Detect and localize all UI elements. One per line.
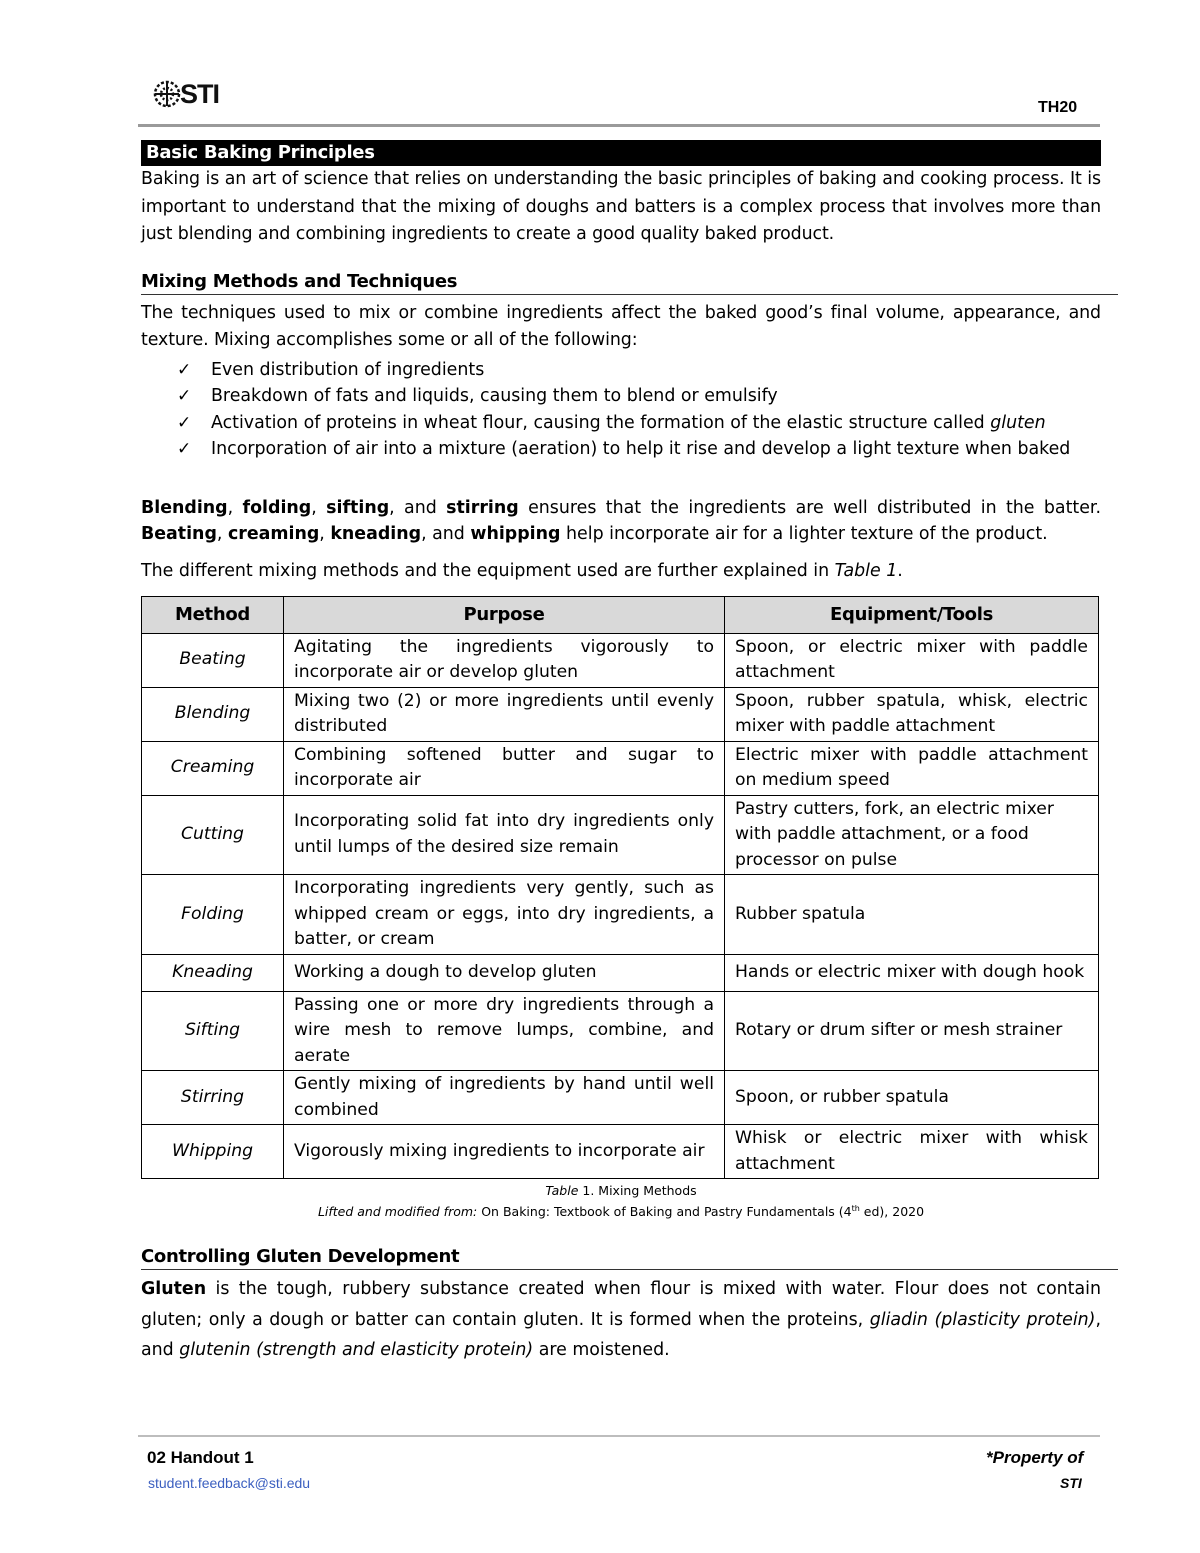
mixing-checklist	[141, 357, 1101, 463]
header-divider	[138, 124, 1100, 127]
list-item	[141, 383, 1101, 410]
table-row	[142, 1071, 1099, 1125]
equipment-cell: Electric mixer with paddle attachment on medium speed	[725, 741, 1099, 795]
footer-org: STI	[1060, 1475, 1082, 1491]
table-ref: Table 1	[834, 560, 898, 581]
table-row	[142, 687, 1099, 741]
method-cell: Sifting	[142, 991, 284, 1071]
method-cell: Cutting	[142, 795, 284, 875]
purpose-cell: Incorporating solid fat into dry ingredients only until lumps of the desired size remain	[284, 795, 725, 875]
table-source: Lifted and modified from: On Baking: Textbook of Baking and Pastry Fundamentals (4th ed), 2020	[317, 1204, 925, 1220]
equipment-cell: Spoon, or electric mixer with paddle attachment	[725, 633, 1099, 687]
list-item-text: Activation of proteins in wheat flour, causing the formation of the elastic structure called	[211, 412, 991, 433]
table-caption: Table 1. Mixing Methods	[545, 1183, 697, 1198]
table-row	[142, 991, 1099, 1071]
purpose-cell: Combining softened butter and sugar to incorporate air	[284, 741, 725, 795]
term-folding: folding	[242, 497, 312, 518]
column-header-equipment: Equipment/Tools	[725, 596, 1099, 633]
footer-email-link[interactable]: student.feedback@sti.edu	[148, 1475, 311, 1491]
equipment-cell: Hands or electric mixer with dough hook	[725, 954, 1099, 991]
footer-handout-label: 02 Handout 1	[147, 1448, 254, 1467]
table-row	[142, 633, 1099, 687]
equipment-cell: Rubber spatula	[725, 875, 1099, 955]
checkmark-icon: ✓	[177, 439, 192, 459]
column-header-purpose: Purpose	[284, 596, 725, 633]
purpose-cell: Passing one or more dry ingredients through a wire mesh to remove lumps, combine, and aerate	[284, 991, 725, 1071]
equipment-cell: Whisk or electric mixer with whisk attachment	[725, 1125, 1099, 1179]
equipment-cell: Pastry cutters, fork, an electric mixer with paddle attachment, or a food processor on pulse	[725, 795, 1099, 875]
method-cell: Folding	[142, 875, 284, 955]
list-item-text: Breakdown of fats and liquids, causing them to blend or emulsify	[211, 386, 778, 406]
method-cell: Kneading	[142, 954, 284, 991]
term-blending: Blending	[141, 497, 228, 518]
mixing-intro-paragraph: The techniques used to mix or combine ingredients affect the baked good’s final volume, appearance, and texture. Mixing accomplishes some or all of the following:	[141, 302, 1101, 350]
term-beating: Beating	[141, 524, 217, 544]
table-row	[142, 795, 1099, 875]
method-cell: Beating	[142, 633, 284, 687]
equipment-cell: Spoon, rubber spatula, whisk, electric mixer with paddle attachment	[725, 687, 1099, 741]
method-cell: Whipping	[142, 1125, 284, 1179]
mixing-terms-paragraph: Blending, folding, sifting, and stirring ensures that the ingredients are well distributed in the batter. Beating, creaming, kneading, and whipping help incorporate air for a lighter texture of the product.	[141, 497, 1101, 544]
list-item	[141, 410, 1101, 437]
gliadin-emphasis: gliadin (plasticity protein)	[869, 1309, 1096, 1330]
table-row	[142, 1125, 1099, 1179]
purpose-cell: Mixing two (2) or more ingredients until evenly distributed	[284, 687, 725, 741]
list-item	[141, 357, 1101, 384]
equipment-cell: Rotary or drum sifter or mesh strainer	[725, 991, 1099, 1071]
checkmark-icon: ✓	[177, 386, 192, 406]
section-title-basic-baking: Basic Baking Principles	[141, 140, 1101, 166]
document-code: TH20	[1038, 99, 1078, 116]
list-item-text: Incorporation of air into a mixture (aeration) to help it rise and develop a light texture when baked	[211, 439, 1071, 459]
term-whipping: whipping	[470, 524, 561, 544]
term-gluten: Gluten	[141, 1279, 207, 1300]
heading-mixing-methods: Mixing Methods and Techniques	[141, 271, 1118, 295]
term-sifting: sifting	[326, 497, 390, 518]
list-item	[141, 436, 1101, 463]
sti-logo	[152, 78, 219, 110]
checkmark-icon: ✓	[177, 412, 192, 433]
purpose-cell: Gently mixing of ingredients by hand until well combined	[284, 1071, 725, 1125]
logo-text: STI	[180, 78, 220, 109]
equipment-cell: Spoon, or rubber spatula	[725, 1071, 1099, 1125]
column-header-method: Method	[142, 596, 284, 633]
gluten-paragraph: Gluten is the tough, rubbery substance created when flour is mixed with water. Flour does not contain gluten; only a dough or batter can contain gluten. It is formed when the proteins, gliadin (plasticity protein), and glutenin (strength and elasticity protein) are moistened.	[141, 1279, 1101, 1361]
table-row	[142, 954, 1099, 991]
term-kneading: kneading	[330, 524, 422, 544]
main-content	[141, 140, 1101, 1366]
glutenin-emphasis: glutenin (strength and elasticity protein)	[179, 1340, 534, 1361]
term-creaming: creaming	[227, 524, 320, 544]
globe-icon	[152, 79, 182, 109]
checkmark-icon: ✓	[177, 359, 192, 380]
table-header-row	[142, 596, 1099, 633]
mixing-methods-table	[141, 596, 1099, 1180]
footer-property: *Property of	[986, 1448, 1084, 1467]
method-cell: Creaming	[142, 741, 284, 795]
footer-divider	[138, 1435, 1100, 1437]
purpose-cell: Vigorously mixing ingredients to incorporate air	[284, 1125, 725, 1179]
table-reference-paragraph: The different mixing methods and the equipment used are further explained in Table 1.	[141, 560, 903, 581]
table-row	[142, 875, 1099, 955]
purpose-cell: Working a dough to develop gluten	[284, 954, 725, 991]
heading-controlling-gluten: Controlling Gluten Development	[141, 1246, 1118, 1270]
table-row	[142, 741, 1099, 795]
intro-paragraph: Baking is an art of science that relies on understanding the basic principles of baking and cooking process. It is important to understand that the mixing of doughs and batters is a complex process that involves more than just blending and combining ingredients to create a good quality baked product.	[141, 169, 1101, 244]
term-stirring: stirring	[446, 497, 519, 518]
method-cell: Blending	[142, 687, 284, 741]
gluten-emphasis: gluten	[990, 412, 1046, 433]
purpose-cell: Agitating the ingredients vigorously to incorporate air or develop gluten	[284, 633, 725, 687]
list-item-text: Even distribution of ingredients	[211, 359, 485, 380]
purpose-cell: Incorporating ingredients very gently, such as whipped cream or eggs, into dry ingredients, a batter, or cream	[284, 875, 725, 955]
method-cell: Stirring	[142, 1071, 284, 1125]
